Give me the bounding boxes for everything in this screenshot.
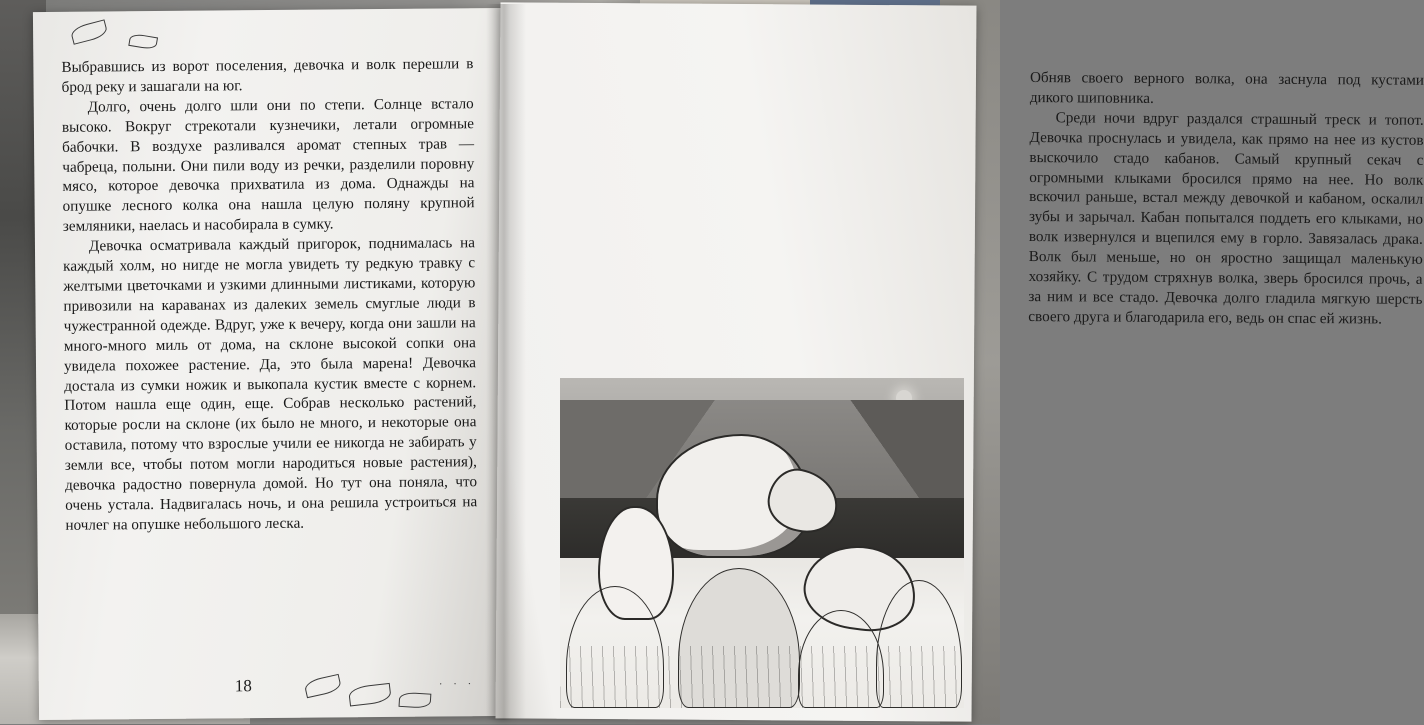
illustration-wolves-and-girl <box>560 378 964 708</box>
paragraph: Среди ночи вдруг раздался страшный треск и топот. Девочка проснулась и увидела, как прямо на нее из кустов выскочило стадо кабанов. Самый крупный секач с огромными клыками бросился прямо на нее. Но волк вскочил раньше, встал между девочкой и кабаном, оскалил зубы и зарычал. Кабан попытался поддеть его клыками, но волк извернулся и вцепился ему в горло. Завязалась драка. Волк был меньше, но он яростно защищал маленькую хозяйку. С трудом стряхнув волка, зверь бросился прочь, а за ним и все стадо. Девочка долго гладила мягкую шерсть своего друга и благодарила его, ведь он спас ей жизнь. <box>1028 109 1424 328</box>
dots-decoration: · · · <box>438 678 476 691</box>
page-number: 18 <box>234 676 252 696</box>
leaf-icon <box>128 33 158 50</box>
leaf-icon <box>348 683 392 707</box>
paragraph: Девочка осматривала каждый пригорок, поднималась на каждый холм, но нигде не могла увидеть ту редкую травку с желтыми цветочками и узкими длинными листиками, которую привозили на караванах из далеких земель смуглые люди в чужестранной одежде. Вдруг, уже к вечеру, когда они зашли на много-много миль от дома, на склоне высокой сопки она увидела похожее растение. Да, это была марена! Девочка достала из сумки ножик и выкопала кустик вместе с корнем. Потом нашла еще один, еще. Собрав несколько растений, которые росли на склоне (их было не много, и некоторые она оставила, потому что взрослые учили ее никогда не забирать у земли все, чтобы потом могли народиться новые растения), девочка радостно повернула домой. Но тут она поняла, что очень устала. Надвигалась ночь, и она решила устроиться на ночлег на опушке небольшого леска. <box>63 234 478 534</box>
leaf-icon <box>70 19 109 44</box>
grass-texture <box>560 646 964 708</box>
left-page-text-column <box>61 54 477 535</box>
right-page-text-column <box>1028 68 1424 330</box>
leaf-icon <box>303 674 342 698</box>
paragraph: Выбравшись из ворот поселения, девочка и волк перешли в брод реку и зашагали на юг. <box>61 55 474 96</box>
open-book <box>36 4 1424 720</box>
paragraph: Долго, очень долго шли они по степи. Солнце встало высоко. Вокруг стрекотали кузнечики, летали огромные бабочки. В воздухе разливался аромат степных трав — чабреца, полыни. Они пили воду из речки, разделили поровну мясо, которое девочка прихватила из дома. Однажды на опушке лесного колка она нашла целую поляну крупной земляники, наелась и насобирала в сумку. <box>61 95 475 236</box>
paragraph: Обняв своего верного волка, она заснула под кустами дикого шиповника. <box>1029 69 1424 107</box>
leaf-icon <box>399 692 432 709</box>
book-page-left <box>33 8 509 720</box>
